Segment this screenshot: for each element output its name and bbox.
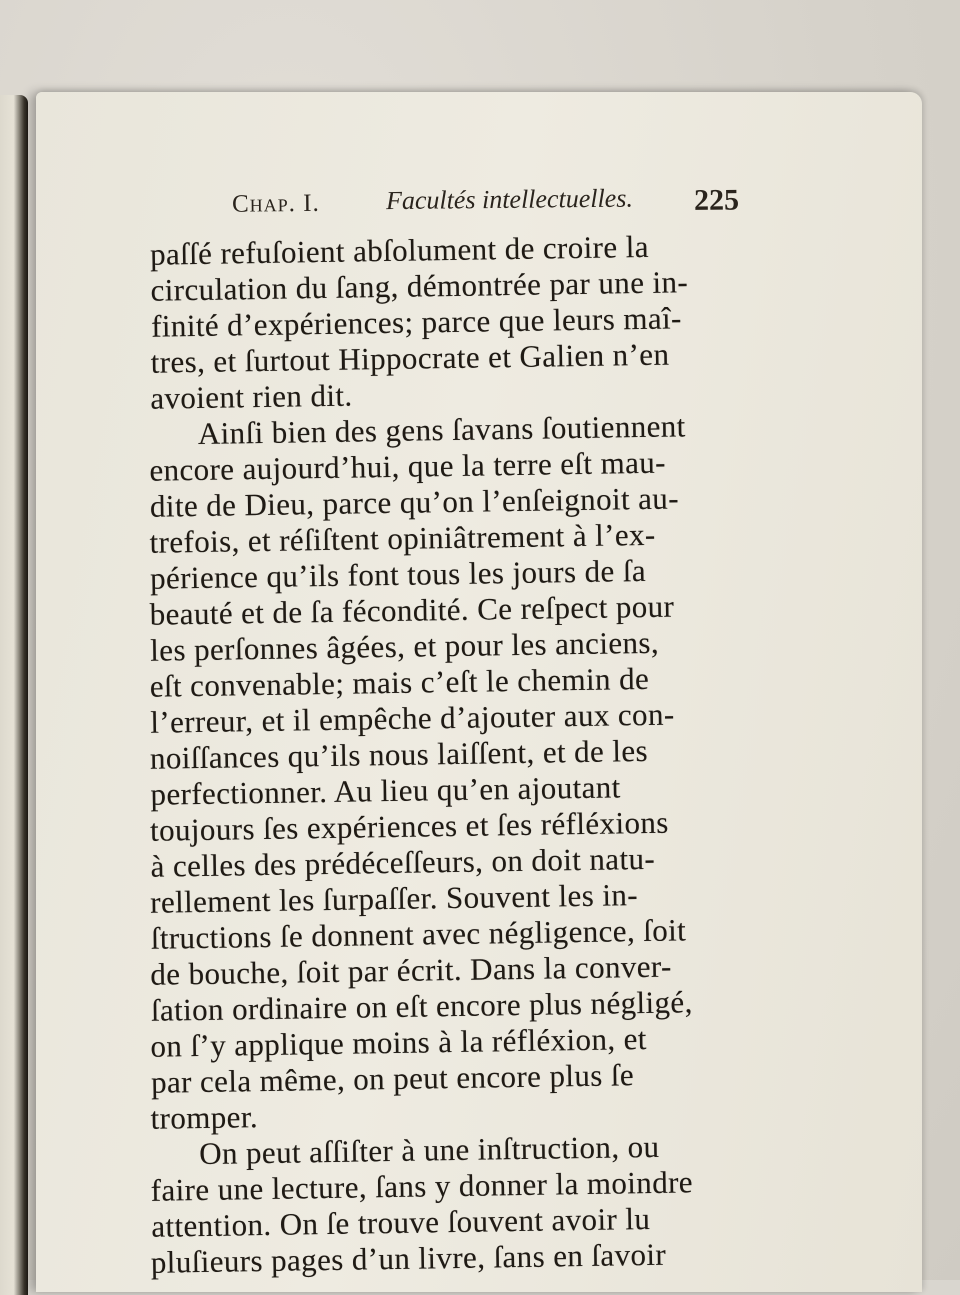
text-line: dite de Dieu, parce qu’on l’enſeignoit au- [149, 480, 680, 524]
text-line: rellement les ſurpaſſer. Souvent les in- [149, 877, 639, 920]
text-line: tres, et ſurtout Hippocrate et Galien n’en [150, 336, 670, 380]
text-line: paſſé refuſoient abſolument de croire la [149, 228, 650, 272]
text-line: l’erreur, et il empêche d’ajouter aux con- [150, 696, 675, 740]
text-line: on ſ’y applique moins à la réfléxion, et [150, 1021, 648, 1064]
text-line: trefois, et réſiſtent opiniâtrement à l’ex- [149, 516, 656, 560]
text-line: attention. On ſe trouve ſouvent avoir lu [151, 1200, 651, 1244]
text-line: périence qu’ils font tous les jours de ſa [149, 552, 647, 596]
text-line: eſt convenable; mais c’eſt le chemin de [149, 660, 650, 704]
chapter-title: Facultés intellectuelles. [385, 183, 634, 216]
text-line: faire une lecture, ſans y donner la moindre [150, 1164, 694, 1208]
text-line: noiſſances qu’ils nous laiſſent, et de les [149, 732, 649, 776]
text-line: beauté et de ſa fécondité. Ce reſpect pour [149, 588, 675, 632]
text-line: de bouche, ſoit par écrit. Dans la conver- [150, 948, 673, 992]
text-line: perfectionner. Au lieu qu’en ajoutant [150, 769, 621, 812]
text-line: tromper. [150, 1099, 259, 1136]
text-line: ſtructions ſe donnent avec négligence, ſoit [150, 912, 687, 956]
text-line: Ainſi bien des gens ſavans ſoutiennent [197, 408, 686, 451]
text-line: finité d’expériences; parce que leurs maî- [150, 300, 683, 344]
text-line: à celles des prédéceſſeurs, on doit natu- [150, 840, 656, 884]
page-number: 225 [693, 183, 740, 217]
text-line: avoient rien dit. [150, 377, 353, 416]
text-line: toujours ſes expériences et ſes réfléxions [149, 804, 669, 848]
text-line: circulation du ſang, démontrée par une in- [150, 264, 689, 308]
text-line: On peut aſſiſter à une inſtruction, ou [198, 1128, 660, 1172]
text-line: pluſieurs pages d’un livre, ſans en ſavoir [150, 1236, 667, 1280]
text-line: encore aujourd’hui, que la terre eſt mau- [149, 444, 667, 488]
chapter-label: Chap. I. [231, 189, 320, 218]
text-line: ſation ordinaire on eſt encore plus négligé, [150, 984, 693, 1028]
text-line: les perſonnes âgées, et pour les anciens, [149, 624, 660, 668]
text-line: par cela même, on peut encore plus ſe [150, 1057, 635, 1100]
